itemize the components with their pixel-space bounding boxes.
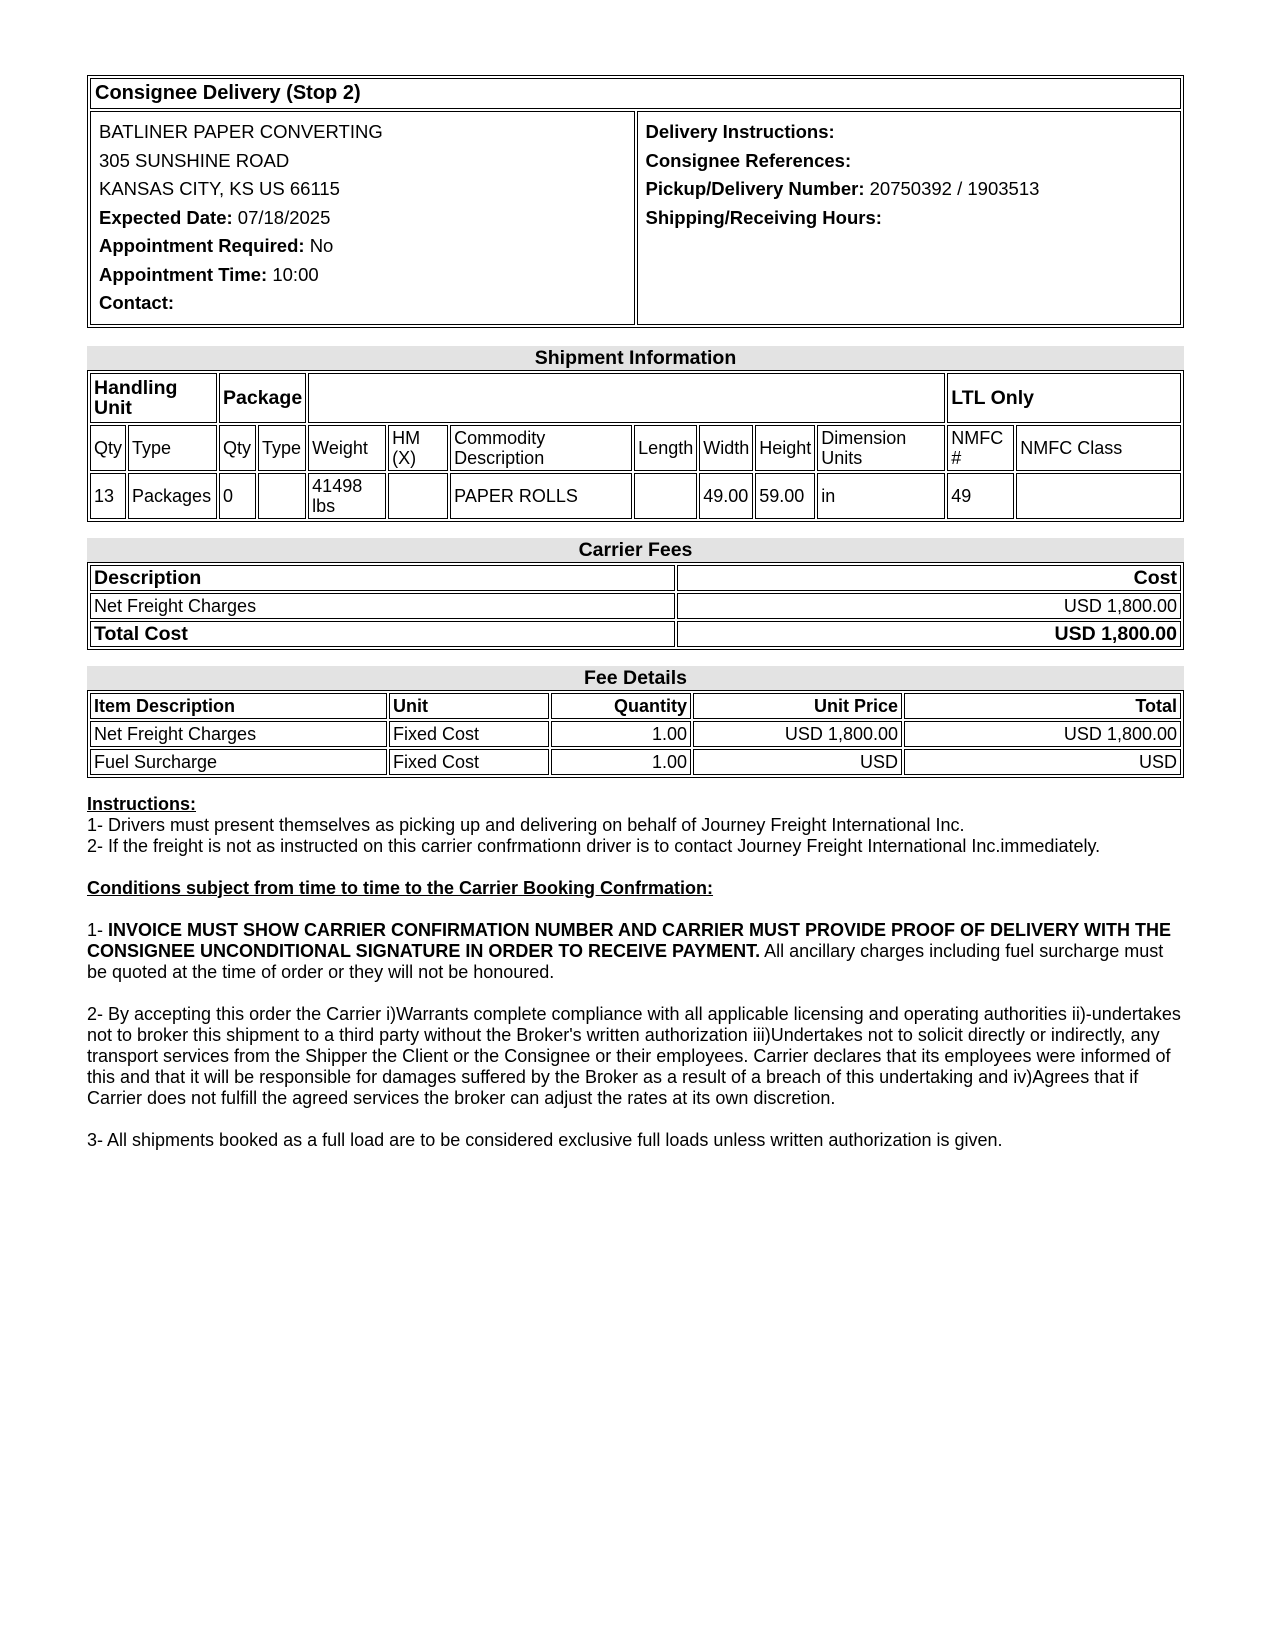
fee-description: Net Freight Charges [90, 593, 675, 619]
appointment-time [99, 261, 626, 290]
col-nmfc-number: NMFC # [947, 425, 1014, 471]
cell-unit-price: USD [693, 749, 902, 775]
cell-total: USD 1,800.00 [904, 721, 1181, 747]
carrier-fees-table [87, 562, 1184, 650]
consignee-address-line1: 305 SUNSHINE ROAD [99, 149, 290, 171]
total-cost-value: USD 1,800.00 [677, 621, 1181, 647]
consignee-references-label: Consignee References: [645, 149, 852, 171]
carrier-fees-title: Carrier Fees [87, 538, 1184, 562]
expected-date [99, 204, 626, 233]
pickup-delivery-number-label: Pickup/Delivery Number: [645, 178, 865, 199]
col-commodity: Commodity Description [450, 425, 632, 471]
table-row [90, 749, 1181, 775]
condition-2: 2- By accepting this order the Carrier i)Warrants complete compliance with all applicable licensing and operating authorities ii)-undertakes not to broker this shipment to a third party without the Broker's written authorization iii)Undertakes not to solicit directly or indirectly, any transport services from the Shipper the Client or the Consignee or their employees. Carrier declares that its employees were informed of this and that it will be responsible for damages suffered by the Broker as a result of a breach of this undertaking and iv)Agrees that if Carrier does not fulfill the agreed services the broker can adjust the rates at its own discretion. [87, 1003, 1181, 1108]
col-package-type: Type [258, 425, 306, 471]
col-unit: Unit [389, 693, 549, 719]
cell-commodity: PAPER ROLLS [450, 473, 632, 519]
pickup-delivery-number [646, 175, 1173, 204]
package-header: Package [219, 373, 306, 423]
fee-details-title: Fee Details [87, 666, 1184, 690]
consignee-address-cell [90, 111, 635, 325]
appointment-required-label: Appointment Required: [99, 235, 305, 256]
cell-nmfc-number: 49 [947, 473, 1014, 519]
conditions-heading: Conditions subject from time to time to the Carrier Booking Confrmation: [87, 877, 714, 898]
instruction-line-1: 1- Drivers must present themselves as picking up and delivering on behalf of Journey Freight International Inc. [87, 814, 965, 835]
appointment-required-value: No [309, 235, 334, 256]
cell-item-description: Net Freight Charges [90, 721, 387, 747]
shipping-receiving-hours-label: Shipping/Receiving Hours: [645, 206, 882, 228]
col-cost: Cost [677, 565, 1181, 591]
col-dimension-units: Dimension Units [817, 425, 945, 471]
col-item-description: Item Description [90, 693, 387, 719]
cell-package-type [258, 473, 306, 519]
contact-label: Contact: [99, 292, 175, 313]
consignee-address-line2: KANSAS CITY, KS US 66115 [99, 178, 340, 199]
cell-unit: Fixed Cost [389, 721, 549, 747]
pickup-delivery-number-value: 20750392 / 1903513 [869, 178, 1040, 199]
col-nmfc-class: NMFC Class [1016, 425, 1181, 471]
contact [99, 289, 626, 318]
document-page [87, 75, 1184, 1151]
fee-cost: USD 1,800.00 [677, 593, 1181, 619]
cell-quantity: 1.00 [551, 749, 691, 775]
col-quantity: Quantity [551, 693, 691, 719]
delivery-instructions-label: Delivery Instructions: [645, 121, 835, 142]
col-unit-price: Unit Price [693, 693, 902, 719]
condition-3: 3- All shipments booked as a full load are to be considered exclusive full loads unless written authorization is given. [87, 1129, 1003, 1150]
col-hm: HM (X) [388, 425, 448, 471]
condition-1 [87, 920, 1184, 983]
consignee-table [87, 75, 1184, 328]
table-row [90, 593, 1181, 619]
consignee-info-cell [637, 111, 1182, 325]
col-height: Height [755, 425, 815, 471]
col-handling-qty: Qty [90, 425, 126, 471]
col-length: Length [634, 425, 697, 471]
appointment-time-label: Appointment Time: [99, 263, 268, 285]
table-row [90, 721, 1181, 747]
col-description: Description [90, 565, 675, 591]
appointment-time-value: 10:00 [272, 263, 319, 285]
condition-1-bold: INVOICE MUST SHOW CARRIER CONFIRMATION NUMBER AND CARRIER MUST PROVIDE PROOF OF DELIVERY WITH THE CONSIGNEE UNCONDITIONAL SIGNATURE IN ORDER TO RECEIVE PAYMENT. [87, 919, 1172, 961]
consignee-name: BATLINER PAPER CONVERTING [99, 121, 383, 142]
col-total: Total [904, 693, 1181, 719]
fee-details-table [87, 690, 1184, 778]
cell-length [634, 473, 697, 519]
handling-unit-header: Handling Unit [90, 373, 217, 423]
appointment-required [99, 232, 626, 261]
cell-weight: 41498 lbs [308, 473, 386, 519]
cell-dimension-units: in [817, 473, 945, 519]
blank-header [308, 373, 945, 423]
cell-unit-price: USD 1,800.00 [693, 721, 902, 747]
cell-total: USD [904, 749, 1181, 775]
condition-1-prefix: 1- [87, 919, 109, 940]
cell-handling-qty: 13 [90, 473, 126, 519]
terms-section [87, 794, 1184, 1151]
cell-hm [388, 473, 448, 519]
shipment-information-title: Shipment Information [87, 346, 1184, 370]
expected-date-label: Expected Date: [99, 206, 233, 228]
cell-height: 59.00 [755, 473, 815, 519]
condition-1-rest: All ancillary charges including fuel surcharge must be quoted at the time of order or they will not be honoured. [87, 940, 1164, 982]
table-row [90, 473, 1181, 519]
col-weight: Weight [308, 425, 386, 471]
cell-quantity: 1.00 [551, 721, 691, 747]
consignee-heading: Consignee Delivery (Stop 2) [90, 78, 1181, 109]
cell-package-qty: 0 [219, 473, 256, 519]
cell-unit: Fixed Cost [389, 749, 549, 775]
cell-nmfc-class [1016, 473, 1181, 519]
col-package-qty: Qty [219, 425, 256, 471]
shipment-table [87, 370, 1184, 522]
ltl-only-header: LTL Only [947, 373, 1181, 423]
expected-date-value: 07/18/2025 [237, 206, 331, 228]
instructions-heading: Instructions: [87, 793, 197, 814]
cell-item-description: Fuel Surcharge [90, 749, 387, 775]
cell-width: 49.00 [699, 473, 753, 519]
col-width: Width [699, 425, 753, 471]
instruction-line-2: 2- If the freight is not as instructed on this carrier confrmationn driver is to contact Journey Freight International Inc.immediately. [87, 835, 1101, 856]
total-cost-label: Total Cost [90, 621, 675, 647]
cell-handling-type: Packages [128, 473, 217, 519]
col-handling-type: Type [128, 425, 217, 471]
